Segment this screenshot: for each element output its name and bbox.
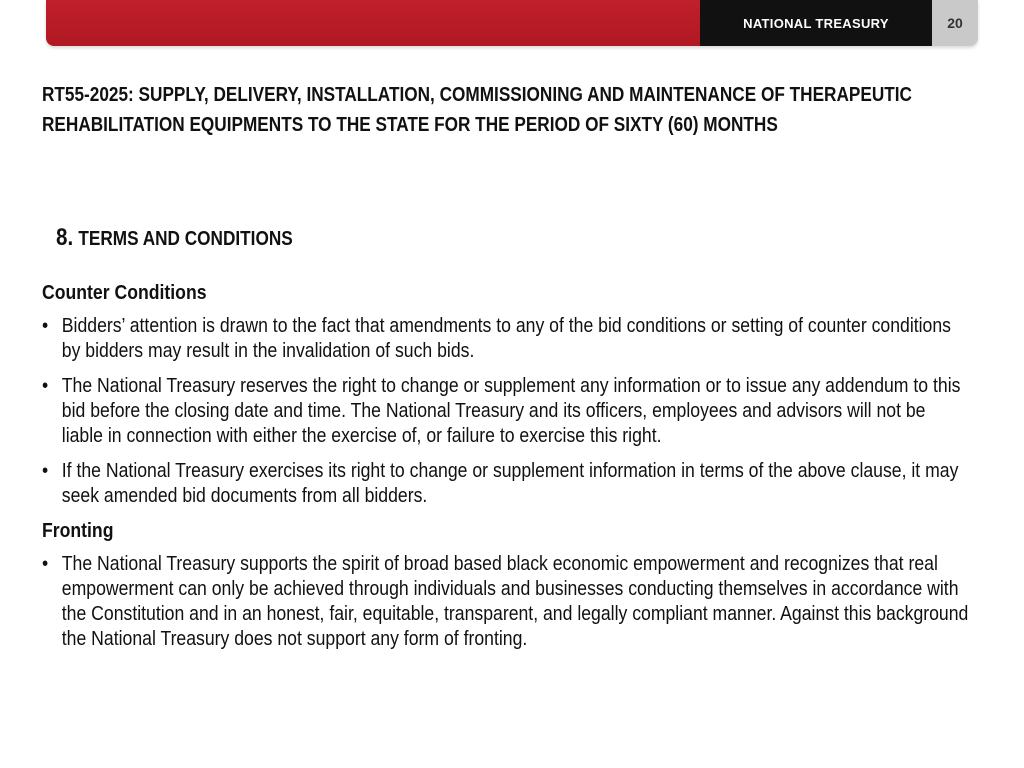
header-page-box xyxy=(932,0,978,46)
bullet-item: • The National Treasury reserves the right to change or supplement any information or to issue any addendum to this bid before the closing date and time. The National Treasury and its officers, employees and advisors will not be liable in connection with either the exercise of, or failure to exercise this right. xyxy=(42,373,971,448)
organization-name: NATIONAL TREASURY xyxy=(743,15,889,31)
page-number: 20 xyxy=(947,15,963,31)
document-title: RT55-2025: SUPPLY, DELIVERY, INSTALLATION, COMMISSIONING AND MAINTENANCE OF THERAPEUTIC REHABILITATION EQUIPMENTS TO THE STATE FOR THE PERIOD OF SIXTY (60) MONTHS xyxy=(42,84,912,136)
header-band xyxy=(46,0,978,46)
section-number: 8. xyxy=(56,224,74,251)
fronting-list xyxy=(42,551,971,651)
section-title: TERMS AND CONDITIONS xyxy=(78,228,293,250)
bullet-item: • The National Treasury supports the spirit of broad based black economic empowerment and recognizes that real empowerment can only be achieved through individuals and businesses conducting themselves in accordance with the Constitution and in an honest, fair, equitable, transparent, and legally compliant manner. Against this background the National Treasury does not support any form of fronting. xyxy=(42,551,971,651)
counter-conditions-list xyxy=(42,313,971,508)
section-heading xyxy=(56,224,293,252)
subheading-fronting: Fronting xyxy=(42,519,114,542)
subheading-counter-conditions: Counter Conditions xyxy=(42,281,207,304)
bullet-item: • Bidders’ attention is drawn to the fact that amendments to any of the bid conditions or setting of counter conditions by bidders may result in the invalidation of such bids. xyxy=(42,313,971,363)
content-body xyxy=(42,280,971,661)
header-red-bar xyxy=(46,0,700,46)
bullet-item: • If the National Treasury exercises its right to change or supplement information in terms of the above clause, it may seek amended bid documents from all bidders. xyxy=(42,458,971,508)
header-organization-box xyxy=(700,0,932,46)
